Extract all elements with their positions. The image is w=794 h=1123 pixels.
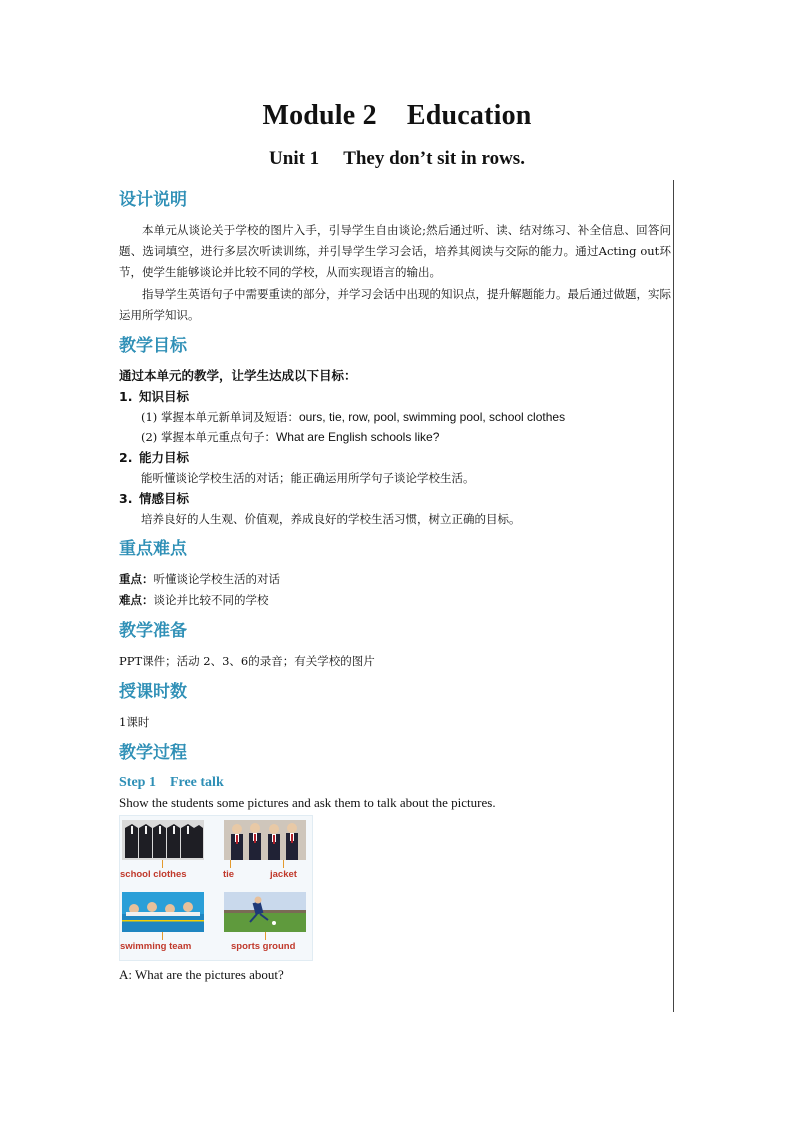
label-swimming-team: swimming team [120,941,192,952]
step-label: Step 1 [119,775,156,790]
knowledge-item-2-sentence: What are English schools like? [275,430,440,444]
knowledge-item-1-words: ours, tie, row, pool, swimming pool, school clothes [298,410,566,424]
knowledge-item-1 [119,407,671,427]
design-paragraph-1: 本单元从谈论关于学校的图片入手，引导学生自由谈论;然后通过听、读、结对练习、补全信息、回答问题、选词填空，进行多层次听读训练，并引导学生学习会话，培养其阅读与交际的能力。通过Acting out环节，使学生能够谈论并比较不同的学校，从而实现语言的输出。 [119,223,671,279]
label-tie: tie [223,869,235,880]
swimming-team-picture [122,892,204,932]
label-pointer [162,860,163,868]
label-sports-ground: sports ground [231,941,296,952]
goals-intro: 通过本单元的教学，让学生达成以下目标： [119,368,357,383]
label-pointer [283,860,284,868]
goal-number: 2. [119,450,133,465]
design-paragraph-2: 指导学生英语句子中需要重读的部分，并学习会话中出现的知识点，提升解题能力。最后通过做题，实际运用所学知识。 [119,287,671,322]
goal-title: 能力目标 [139,450,190,465]
unit-number: Unit 1 [269,148,320,169]
knowledge-item-1-label: (1) 掌握本单元新单词及短语： [141,410,299,424]
school-clothes-picture [122,820,204,860]
section-heading-process: 教学过程 [119,743,187,763]
students-picture [224,820,306,860]
ability-text: 能听懂谈论学校生活的对话；能正确运用所学句子谈论学校生活。 [141,471,475,485]
step-1-instruction: Show the students some pictures and ask them to talk about the pictures. [119,795,496,810]
emotion-text: 培养良好的人生观、价值观，养成良好的学校生活习惯，树立正确的目标。 [141,512,521,526]
goal-title: 知识目标 [139,389,190,404]
section-heading-hours: 授课时数 [119,682,187,702]
knowledge-item-2-label: (2) 掌握本单元重点句子： [141,430,276,444]
knowledge-item-2 [119,427,671,447]
school-pictures-collage [119,815,313,961]
goal-ability-title [119,447,671,468]
goal-emotion-title [119,488,671,509]
preparation-text: PPT课件；活动 2、3、6的录音；有关学校的图片 [119,654,375,668]
goal-title: 情感目标 [139,491,190,506]
label-school-clothes: school clothes [120,869,187,880]
focus-line [119,569,671,590]
module-number: Module 2 [262,100,377,131]
focus-label: 重点： [119,572,154,586]
difficulty-text: 谈论并比较不同的学校 [153,593,269,607]
module-name: Education [406,100,532,131]
label-pointer [230,860,231,868]
difficulty-line [119,590,671,611]
margin-rule [673,180,674,1012]
question-a: A: What are the pictures about? [119,967,284,982]
label-jacket: jacket [270,869,297,880]
unit-title [0,148,794,170]
label-pointer [162,932,163,940]
label-pointer [265,932,266,940]
section-heading-goals: 教学目标 [119,336,187,356]
section-heading-preparation: 教学准备 [119,621,187,641]
section-heading-key-points: 重点难点 [119,539,187,559]
section-heading-design: 设计说明 [119,190,187,210]
difficulty-label: 难点： [119,593,154,607]
document-body [119,188,671,985]
focus-text: 听懂谈论学校生活的对话 [153,572,280,586]
goal-knowledge-title [119,386,671,407]
module-title [0,100,794,132]
hours-text: 1课时 [119,715,150,729]
step-1-title [119,773,671,793]
goal-number: 1. [119,389,133,404]
sports-ground-picture [224,892,306,932]
goal-number: 3. [119,491,133,506]
step-name: Free talk [169,775,224,790]
unit-name: They don’t sit in rows. [343,148,525,169]
